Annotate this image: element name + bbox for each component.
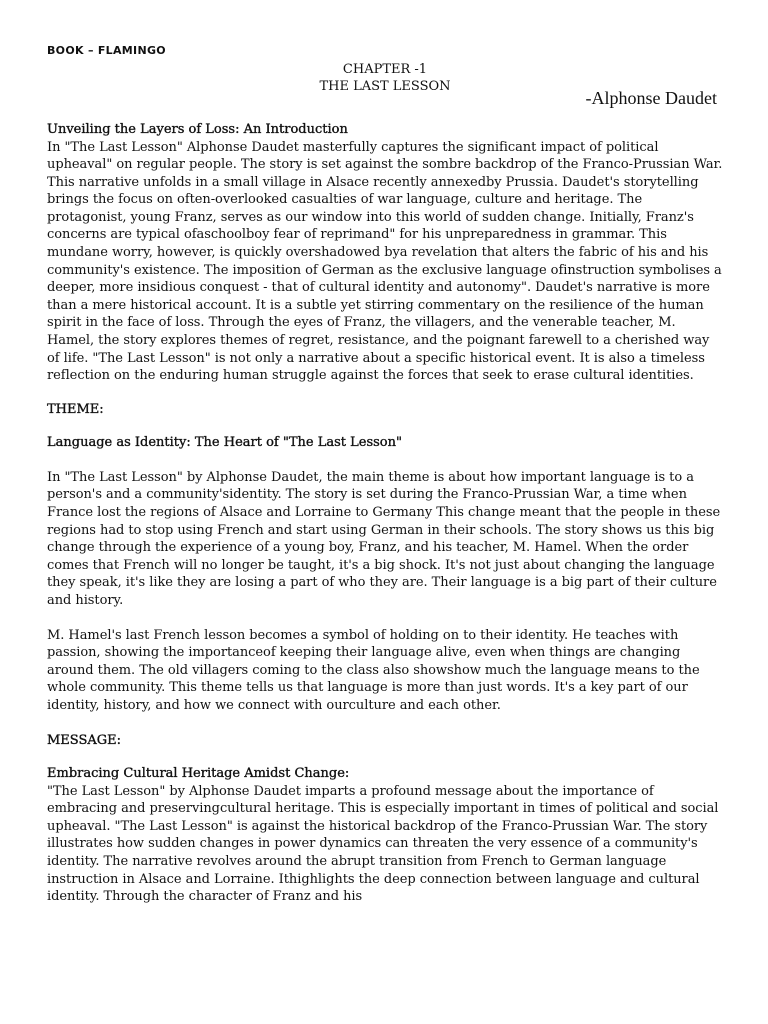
theme-paragraph-1: In "The Last Lesson" by Alphonse Daudet, the main theme is about how important language is to a person's and a community'sidentity. The story is set during the Franco-Prussian War, a time when France lost the regions of Alsace and Lorraine to Germany This change meant that the people in these regions had to stop using French and start using German in their schools. The story shows us this big change through the experience of a young boy, Franz, and his teacher, M. Hamel. When the order comes that French will no longer be taught, it's a big shock. It's not just about changing the language they speak, it's like they are losing a part of who they are. Their language is a big part of their culture and history. bbox=[47, 469, 721, 608]
document-page bbox=[47, 43, 723, 906]
message-label: MESSAGE: bbox=[47, 732, 122, 748]
intro-paragraph: In "The Last Lesson" Alphonse Daudet masterfully captures the significant impact of political upheaval" on regular people. The story is set against the sombre backdrop of the Franco-Prussian War. This narrative unfolds in a small village in Alsace recently annexedby Prussia. Daudet's storytelling brings the focus on often-overlooked casualties of war language, culture and heritage. The protagonist, young Franz, serves as our window into this world of sudden change. Initially, Franz's concerns are typical ofaschoolboy fear of reprimand" for his unpreparedness in grammar. This mundane worry, however, is quickly overshadowed bya revelation that alters the fabric of his and his community's existence. The imposition of German as the exclusive language ofinstruction symbolises a deeper, more insidious conquest - that of cultural identity and autonomy". Daudet's narrative is more than a mere historical account. It is a subtle yet stirring commentary on the resilience of the human spirit in the face of loss. Through the eyes of Franz, the villagers, and the venerable teacher, M. Hamel, the story explores themes of regret, resistance, and the poignant farewell to a cherished way of life. "The Last Lesson" is not only a narrative about a specific historical event. It is also a timeless reflection on the enduring human struggle against the forces that seek to erase cultural identities. bbox=[47, 139, 723, 384]
intro-heading: Unveiling the Layers of Loss: An Introduction bbox=[47, 122, 348, 137]
book-label: BOOK – FLAMINGO bbox=[47, 44, 166, 57]
message-heading: Embracing Cultural Heritage Amidst Change: bbox=[47, 766, 350, 782]
message-paragraph: "The Last Lesson" by Alphonse Daudet imparts a profound message about the importance of embracing and preservingcultural heritage. This is especially important in times of political and social upheaval. "The Last Lesson" is against the historical backdrop of the Franco-Prussian War. The story illustrates how sudden changes in power dynamics can threaten the very essence of a community's identity. The narrative revolves around the abrupt transition from French to German language instruction in Alsace and Lorraine. Ithighlights the deep connection between language and cultural identity. Through the character of Franz and his bbox=[47, 783, 719, 905]
author-name: -Alphonse Daudet bbox=[585, 88, 717, 108]
theme-heading: Language as Identity: The Heart of "The Last Lesson" bbox=[47, 435, 402, 451]
chapter-number: CHAPTER -1 bbox=[342, 62, 428, 77]
theme-label: THEME: bbox=[47, 401, 104, 417]
chapter-title: THE LAST LESSON bbox=[319, 79, 451, 94]
theme-paragraph-2: M. Hamel's last French lesson becomes a symbol of holding on to their identity. He teaches with passion, showing the importanceof keeping their language alive, even when things are changing around them. The old villagers coming to the class also showshow much the language means to the whole community. This theme tells us that language is more than just words. It's a key part of our identity, history, and how we connect with ourculture and each other. bbox=[47, 627, 700, 713]
